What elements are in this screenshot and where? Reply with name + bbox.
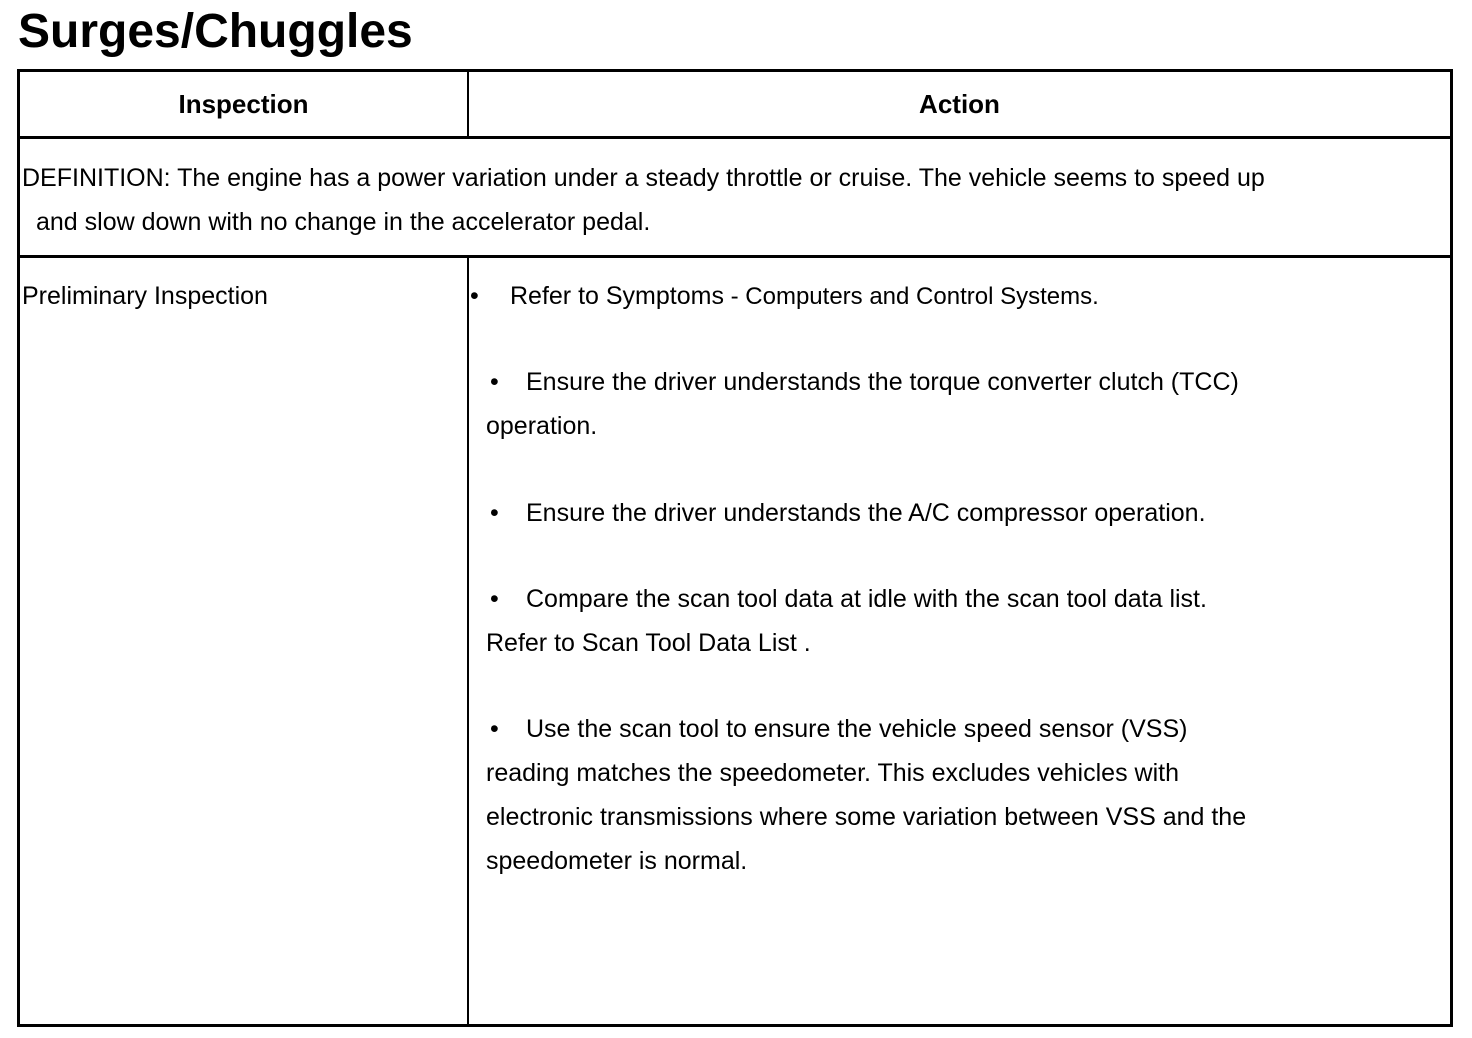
action-text: Ensure the driver understands the A/C compressor operation. — [526, 499, 1206, 527]
inspection-preliminary: Preliminary Inspection — [22, 282, 268, 310]
definition-text — [22, 156, 1442, 244]
action-item-1 — [470, 274, 1099, 319]
bullet: • — [490, 715, 499, 743]
action-text: Refer to Symptoms — [510, 282, 724, 310]
bullet: • — [490, 499, 499, 527]
definition-line-2: and slow down with no change in the accelerator pedal. — [36, 208, 651, 236]
bullet: • — [490, 368, 499, 396]
header-inspection: Inspection — [178, 88, 309, 119]
bullet: • — [470, 282, 479, 310]
body-column-divider — [467, 258, 469, 1024]
action-text-link: - Computers and Control Systems. — [723, 283, 1099, 310]
action-text-cont: reading matches the speedometer. This excludes vehicles with — [486, 759, 1179, 787]
bullet: • — [490, 585, 499, 613]
action-item-3 — [486, 491, 1206, 535]
action-item-2 — [486, 360, 1239, 448]
symptom-table — [17, 69, 1453, 1027]
header-action: Action — [919, 88, 1000, 119]
definition-divider — [20, 255, 1450, 258]
action-text-cont: Refer to Scan Tool Data List . — [486, 629, 811, 657]
action-item-4 — [486, 577, 1207, 665]
page-title: Surges/Chuggles — [18, 5, 413, 58]
definition-line-1: DEFINITION: The engine has a power variation under a steady throttle or cruise. The vehicle seems to speed up — [22, 164, 1265, 192]
action-text: Use the scan tool to ensure the vehicle speed sensor (VSS) — [526, 715, 1188, 743]
action-text: Ensure the driver understands the torque converter clutch (TCC) — [526, 368, 1239, 396]
action-text-cont: electronic transmissions where some variation between VSS and the — [486, 803, 1247, 831]
action-text-cont: operation. — [486, 412, 598, 440]
header-divider — [20, 136, 1450, 139]
action-text-cont: speedometer is normal. — [486, 847, 748, 875]
action-item-5 — [486, 707, 1246, 883]
action-text: Compare the scan tool data at idle with the scan tool data list. — [526, 585, 1207, 613]
